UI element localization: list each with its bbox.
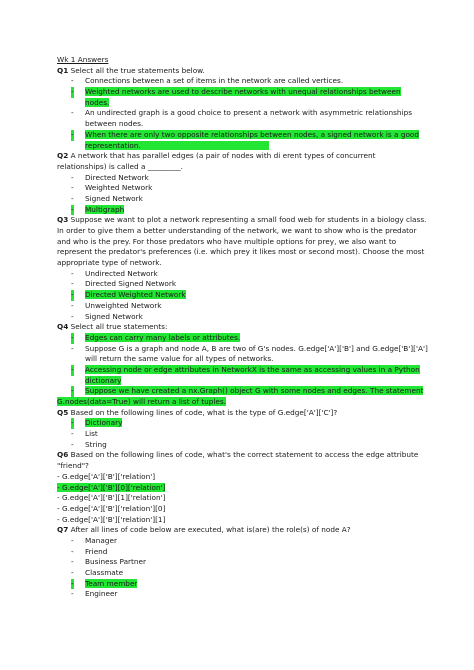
q1-option-3-cont: between nodes. (85, 119, 144, 129)
q6-option-3: - G.edge['A']['B'][1]['relation'] (57, 493, 166, 503)
q4-option-1: - Edges can carry many labels or attributes. (71, 332, 241, 342)
q3-option-5: - Signed Network (71, 311, 143, 321)
q2-question: Q2 A network that has parallel edges (a pair of nodes with di erent types of concurrent (57, 151, 376, 161)
q4-option-2-cont: will return the same value for all types of networks. (85, 354, 274, 364)
q3-question-l3: and who is the prey. For those predators who have multiple options for prey, we also want to (57, 236, 397, 246)
q3-question-l5: appropriate type of network. (57, 258, 162, 268)
q7-option-6: - Engineer (71, 589, 118, 599)
q5-question: Q5 Based on the following lines of code, what is the type of G.edge['A']['C']? (57, 407, 338, 417)
q7-option-4: - Classmate (71, 568, 124, 577)
q2-option-3: - Signed Network (71, 193, 143, 203)
q7-option-2: - Friend (71, 546, 108, 556)
q1-option-2-cont: nodes. (85, 97, 110, 107)
q3-option-2: - Directed Signed Network (71, 279, 177, 289)
q1-option-3: - An undirected graph is a good choice to present a network with asymmetric relationships (71, 108, 413, 118)
q5-option-1: - Dictionary (71, 418, 123, 428)
q7-option-3: - Business Partner (71, 557, 147, 567)
q4-option-4: - Suppose we have created a nx.Graph() object G with some nodes and edges. The statement (71, 386, 424, 396)
q1-question (57, 66, 417, 77)
q4-question: Q4 Select all true statements: (57, 322, 168, 332)
q3-question-l4: represent the predator's preferences (i.e. which prey it likes most or second most). Choose the most (57, 247, 425, 257)
document-page (57, 55, 428, 600)
q3-question: Q3 Suppose we want to plot a network representing a small food web for students in a biology class. (57, 215, 427, 225)
q4-option-3-cont: dictionary (85, 375, 122, 385)
q6-option-2: - G.edge['A']['B'][0]['relation'] (57, 482, 166, 492)
q3-question-l2: In order to give them a better understanding of the network, we want to show who is the predator (57, 226, 417, 235)
q4-option-3: - Accessing node or edge attributes in NetworkX is the same as accessing values in a Python (71, 364, 420, 374)
q1-option-4-cont: representation. (57, 141, 417, 152)
q6-option-1: - G.edge['A']['B']['relation'] (57, 471, 156, 481)
q7-option-1: - Manager (71, 535, 117, 545)
doc-title: Wk 1 Answers (57, 55, 109, 64)
q2-option-4: - Multigraph (71, 204, 125, 214)
q5-option-2: - List (71, 429, 98, 439)
q2-option-1: - Directed Network (71, 172, 149, 182)
q3-option-4: - Unweighted Network (71, 300, 162, 310)
q3-option-3: - Directed Weighted Network (71, 290, 186, 300)
q5-option-3: - String (71, 439, 107, 449)
q2-option-2: - Weighted Network (71, 183, 153, 193)
q4-option-4-cont: G.nodes(data=True) will return a list of tuples. (57, 397, 226, 406)
q7-option-5: - Team member (71, 578, 138, 588)
q1-number: Q1 (57, 65, 69, 75)
q2-question-cont: relationships) is called a _________. (57, 161, 183, 171)
q4-option-2: - Suppose G is a graph and node A, B are two of G's nodes. G.edge['A']['B'] and G.edge['B']['A'] (71, 343, 428, 353)
q1-option-1: - Connections between a set of items in the network are called vertices. (71, 76, 344, 86)
q1-option-2: - Weighted networks are used to describe networks with unequal relationships between (71, 87, 401, 97)
q6-option-5: - G.edge['A']['B']['relation'][1] (57, 514, 166, 524)
q7-question: Q7 After all lines of code below are executed, what is(are) the role(s) of node A? (57, 525, 351, 535)
q1-option-4: - When there are only two opposite relationships between nodes, a signed network is a good (71, 129, 420, 139)
q3-option-1: - Undirected Network (71, 268, 158, 278)
q6-question-cont: "friend"? (57, 461, 89, 471)
q6-question: Q6 Based on the following lines of code, what's the correct statement to access the edge attribute (57, 450, 419, 460)
q6-option-4: - G.edge['A']['B']['relation'][0] (57, 503, 166, 513)
q1-text: Select all the true statements below. (70, 65, 205, 75)
